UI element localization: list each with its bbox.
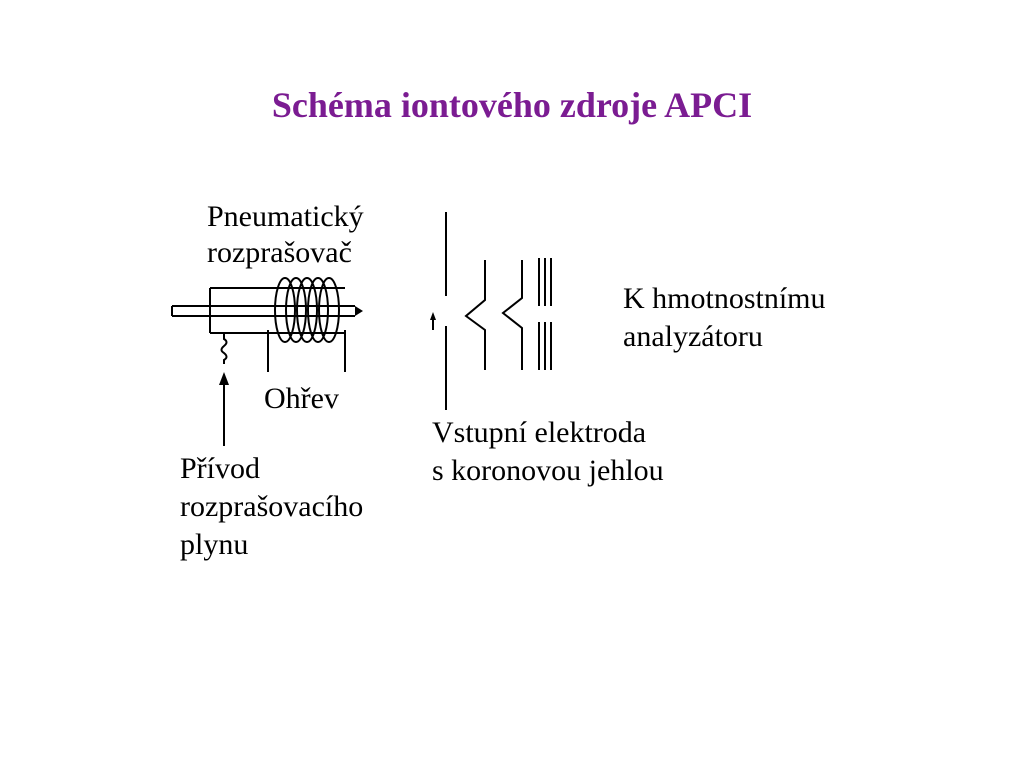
analyzer-label-line-1: K hmotnostnímu [623, 282, 826, 315]
electrode-label-line-2: s koronovou jehlou [432, 454, 664, 487]
nebulizer-label-line-1: Pneumatický [207, 200, 364, 233]
ion-optics [539, 258, 551, 370]
entrance-electrode [430, 212, 446, 410]
gas-inlet-label-line-3: plynu [180, 528, 249, 561]
electrode-label-line-1: Vstupní elektroda [432, 416, 647, 449]
gas-inlet-tube [222, 333, 227, 364]
skimmer-cones [466, 260, 522, 370]
slide-title: Schéma iontového zdroje APCI [271, 85, 753, 125]
heater-coil [268, 278, 345, 372]
analyzer-label-line-2: analyzátoru [623, 320, 763, 353]
gas-inlet-arrow [219, 372, 229, 446]
gas-inlet-label-line-1: Přívod [180, 452, 261, 485]
heater-label: Ohřev [264, 382, 339, 415]
gas-inlet-label-line-2: rozprašovacího [180, 490, 364, 523]
skimmer-1 [466, 260, 485, 370]
corona-needle-arrow [430, 312, 436, 330]
nebulizer-label-line-2: rozprašovač [207, 236, 352, 269]
nozzle-tip [355, 306, 363, 316]
skimmer-2 [503, 260, 522, 370]
